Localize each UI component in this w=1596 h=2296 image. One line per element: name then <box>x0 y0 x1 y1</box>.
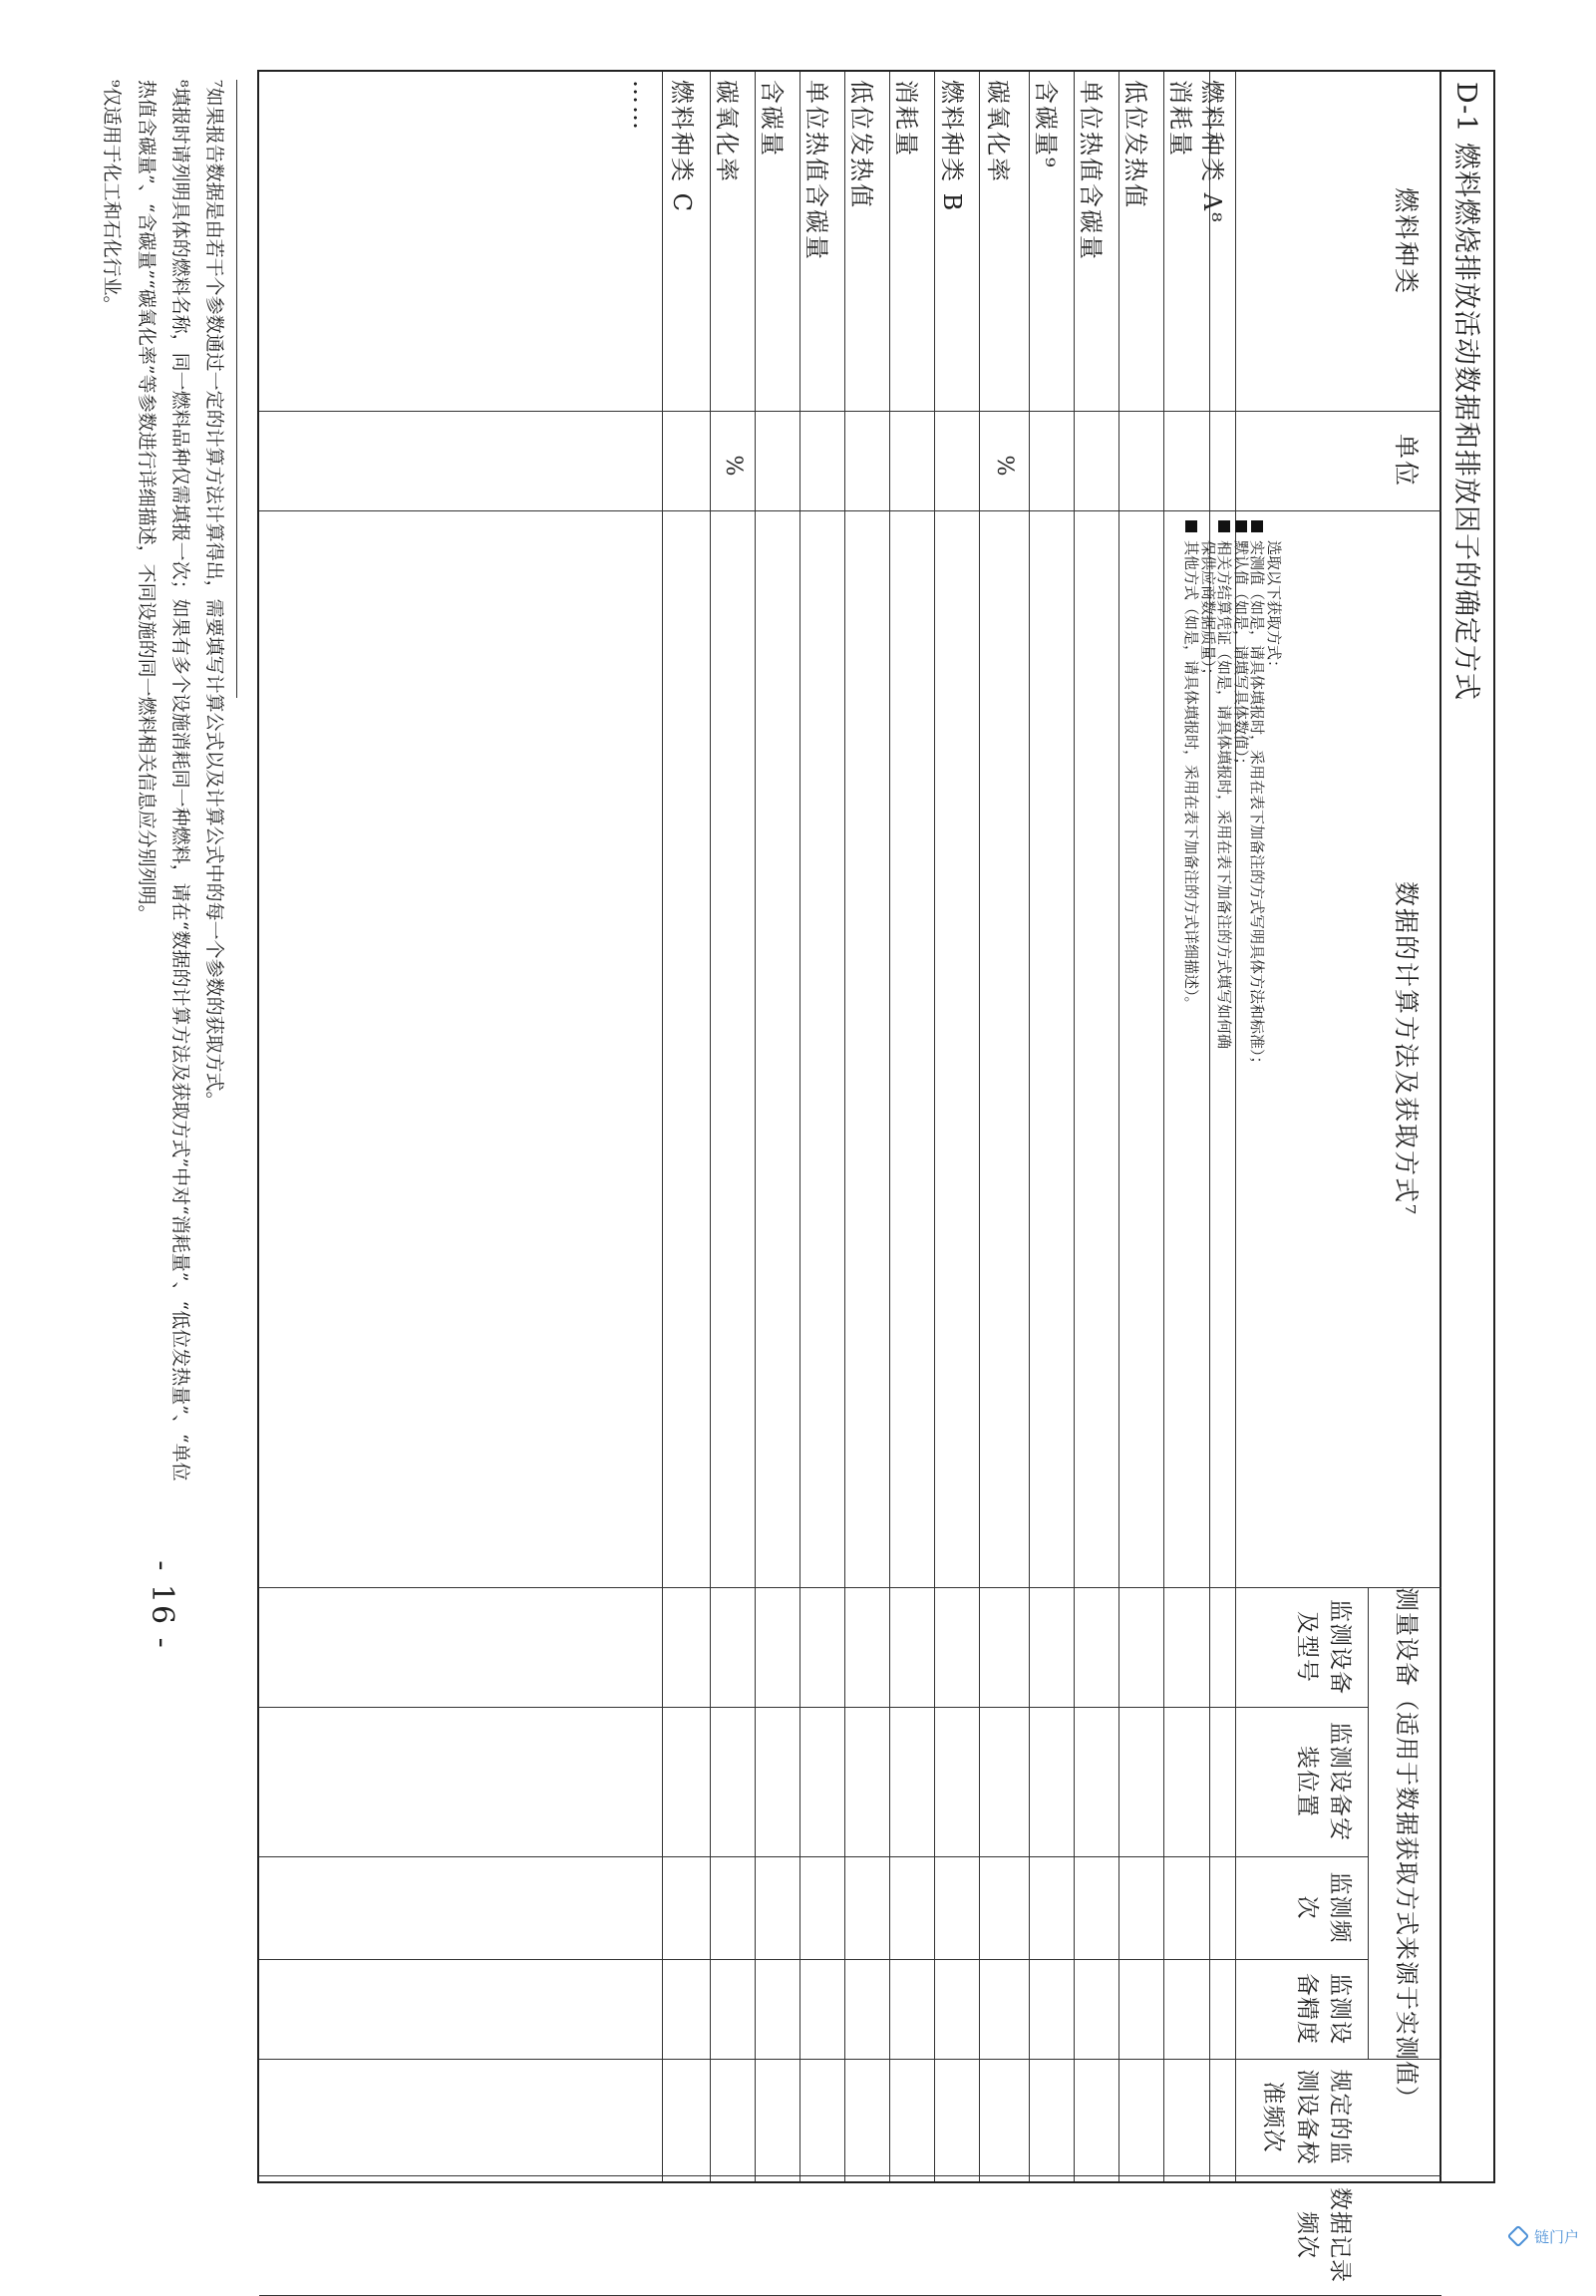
row-label: 含碳量 <box>758 80 786 158</box>
method-option: 保供应商数据质量）； <box>1199 540 1217 683</box>
fuel-combustion-table <box>257 70 1495 2283</box>
row-label: 单位热值含碳量 <box>1077 80 1105 261</box>
footnote-8: ⁸填报时请列明具体的燃料名称，同一燃料品种仅需填报一次；如果有多个设施消耗同一种燃料，请在“数据的计算方法及获取方式”中对“消耗量”、“低位发热量”、“单位 <box>168 80 191 1481</box>
checkbox-square-icon <box>1186 520 1198 532</box>
header-record-freq: 数据记录频次 <box>1293 2187 1353 2283</box>
method-option: 其他方式（如是，请具体填报时，采用在表下加备注的方式详细描述）。 <box>1183 520 1200 1577</box>
table-caption: D-1 燃料燃烧排放活动数据和排放因子的确定方式 <box>1450 82 1481 702</box>
page-number: - 16 - <box>145 1560 179 1650</box>
watermark-text: 链门户 <box>1534 2227 1580 2246</box>
col-divider <box>259 1959 1369 1960</box>
header-unit: 单位 <box>1392 433 1421 488</box>
row-divider <box>889 72 890 2181</box>
row-divider <box>1163 72 1164 2181</box>
row-unit: % <box>721 455 746 477</box>
header-measurement-group: 测量设备（适用于数据获取方式来源于实测值） <box>1393 1587 1421 2111</box>
footnote-8-continued: 热值含碳量”、“含碳量”“碳氧化率”等参数进行详细描述，不同设施的同一燃料相关信息应分别列明。 <box>135 80 158 924</box>
method-option: 实测值（如是，请具体填报时，采用在表下加备注的方式写明具体方法和标准）； <box>1249 520 1266 1577</box>
row-divider <box>755 72 756 2181</box>
method-options-list <box>1183 520 1282 1577</box>
checkbox-square-icon <box>1252 520 1264 532</box>
row-label: 消耗量 <box>1166 80 1194 158</box>
row-label: 燃料种类 B <box>938 80 966 213</box>
footnote-7: ⁷如果报告数据是由若干个参数通过一定的计算方法计算得出，需要填写计算公式以及计算公式中的每一个参数的获取方式。 <box>203 80 225 1111</box>
row-label: 碳氧化率 <box>713 80 741 183</box>
row-label: 低位发热值 <box>1121 80 1149 209</box>
method-option: 默认值（如是，请填写具体数值）； <box>1233 520 1250 1577</box>
col-divider <box>259 1856 1369 1857</box>
header-fuel-type: 燃料种类 <box>1392 186 1421 295</box>
footnotes <box>95 80 231 1974</box>
header-calc-method: 数据的计算方法及获取方式⁷ <box>1392 880 1421 1217</box>
method-option: 选取以下获取方式： <box>1265 540 1283 676</box>
method-option: 相关方结算凭证（如是，请具体填报时，采用在表下加备注的方式填写如何确 <box>1216 520 1233 1577</box>
row-label: 低位发热值 <box>847 80 875 209</box>
row-divider <box>979 72 980 2181</box>
footnote-divider <box>236 80 237 698</box>
header-install-position: 监测设备安装位置 <box>1293 1722 1353 1841</box>
header-device-precision: 监测设备精度 <box>1293 1973 1353 2045</box>
col-divider <box>259 510 1441 511</box>
row-label: 碳氧化率 <box>984 80 1012 183</box>
col-divider <box>259 1587 1441 1588</box>
caption-divider <box>1439 72 1441 2181</box>
header-monitor-freq: 监测频次 <box>1293 1871 1353 1944</box>
row-label: 燃料种类 C <box>668 80 696 213</box>
row-divider <box>844 72 845 2181</box>
row-unit: % <box>992 455 1017 477</box>
footnote-9: ⁹仅适用于化工和石化行业。 <box>101 80 124 315</box>
row-label: …… <box>628 80 656 132</box>
col-divider <box>259 411 1441 412</box>
row-divider <box>662 72 663 2181</box>
checkbox-square-icon <box>1219 520 1231 532</box>
col-divider <box>259 1707 1369 1708</box>
row-divider <box>1074 72 1075 2181</box>
watermark-logo <box>1510 2225 1579 2247</box>
row-label: 含碳量⁹ <box>1032 80 1060 169</box>
row-divider <box>710 72 711 2181</box>
row-divider <box>1118 72 1119 2181</box>
group-header-divider <box>1368 1587 1369 2059</box>
header-device-model: 监测设备及型号 <box>1293 1599 1353 1695</box>
header-calibration-freq: 规定的监测设备校准频次 <box>1260 2069 1353 2165</box>
rotated-content <box>100 70 1495 2283</box>
col-divider <box>259 2175 1441 2176</box>
row-divider <box>934 72 935 2181</box>
row-divider <box>1029 72 1030 2181</box>
row-divider <box>799 72 800 2181</box>
row-label: 消耗量 <box>892 80 920 158</box>
row-label: 单位热值含碳量 <box>802 80 830 261</box>
logo-diamond-icon <box>1507 2225 1530 2248</box>
row-label: 燃料种类 A⁸ <box>1198 80 1226 224</box>
checkbox-square-icon <box>1235 520 1247 532</box>
